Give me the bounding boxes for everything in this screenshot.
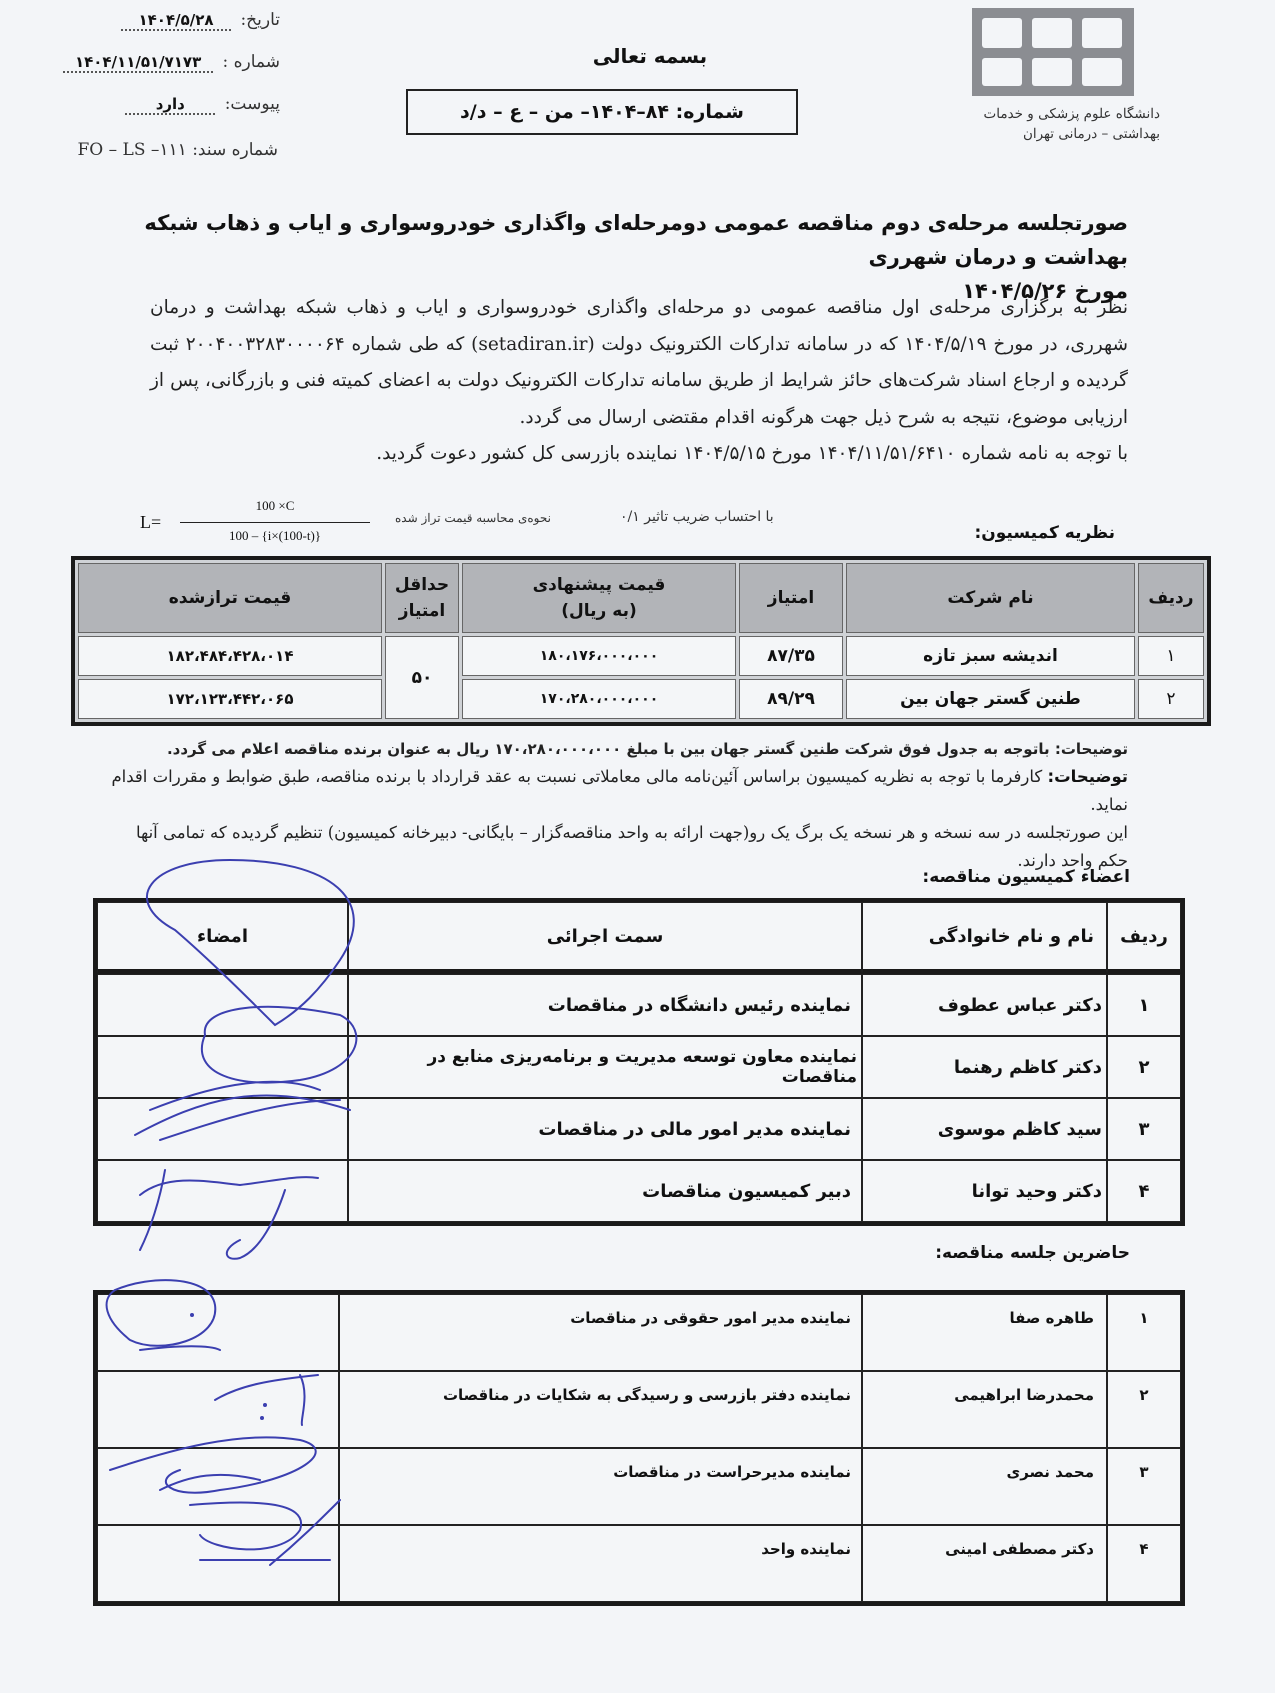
table-row <box>97 1160 1181 1222</box>
col-price-line-1: قیمت پیشنهادی <box>532 575 666 595</box>
leveled-price: ۱۸۲،۴۸۴،۴۲۸،۰۱۴ <box>78 636 382 676</box>
attendees-heading: حاضرین جلسه مناقصه: <box>935 1243 1130 1263</box>
number-label: شماره : <box>222 52 280 72</box>
member-role: نماینده رئیس دانشگاه در مناقصات <box>348 974 862 1036</box>
signature-cell <box>97 1448 339 1525</box>
attendee-role: نماینده مدیر امور حقوقی در مناقصات <box>339 1294 862 1371</box>
table-row <box>97 1448 1181 1525</box>
bids-table <box>71 556 1211 726</box>
attendee-role: نماینده واحد <box>339 1525 862 1602</box>
paragraph-2: با توجه به نامه شماره ۱۴۰۴/۱۱/۵۱/۶۴۱۰ مورخ ۱۴۰۴/۵/۱۵ نماینده بازرسی کل کشور دعوت گردید. <box>376 443 1128 464</box>
attendee-role: نماینده دفتر بازرسی و رسیدگی به شکایات در مناقصات <box>339 1371 862 1448</box>
number-value: ۱۴۰۴/۱۱/۵۱/۷۱۷۳ <box>63 53 213 73</box>
col-price <box>462 563 736 633</box>
note-winner <box>105 735 1128 763</box>
signature-cell <box>97 1160 348 1222</box>
fraction-bar <box>180 522 370 523</box>
note-1-text: باتوجه به جدول فوق شرکت طنین گستر جهان بین با مبلغ ۱۷۰،۲۸۰،۰۰۰،۰۰۰ ریال به عنوان برنده مناقصه اعلام می گردد. <box>166 740 1050 758</box>
member-name: دکتر کاظم رهنما <box>862 1036 1107 1098</box>
col-signature: امضاء <box>97 902 348 974</box>
org-line-1: دانشگاه علوم پزشکی و خدمات <box>983 106 1160 122</box>
formula-lhs: L= <box>140 512 162 532</box>
col-min-score-line-2: امتیاز <box>398 601 446 621</box>
member-name: دکتر وحید توانا <box>862 1160 1107 1222</box>
table-header-row <box>97 902 1181 974</box>
title-line-2: مورخ ۱۴۰۴/۵/۲۶ <box>962 279 1128 303</box>
col-score: امتیاز <box>739 563 843 633</box>
signature-cell <box>97 1525 339 1602</box>
date-field <box>40 10 280 31</box>
col-name: نام و نام خانوادگی <box>862 902 1107 974</box>
date-value: ۱۴۰۴/۵/۲۸ <box>121 11 231 31</box>
commission-opinion-heading: نظریه کمیسیون: <box>974 523 1115 543</box>
offered-price: ۱۸۰،۱۷۶،۰۰۰،۰۰۰ <box>462 636 736 676</box>
offered-price: ۱۷۰،۲۸۰،۰۰۰،۰۰۰ <box>462 679 736 719</box>
signature-cell <box>97 1371 339 1448</box>
attachment-field <box>40 94 280 115</box>
organization-name <box>940 104 1160 144</box>
attachment-label: پیوست: <box>224 94 280 114</box>
member-role: دبیر کمیسیون مناقصات <box>348 1160 862 1222</box>
number-field <box>40 52 280 73</box>
score: ۸۷/۳۵ <box>739 636 843 676</box>
leveled-price: ۱۷۲،۱۲۳،۴۴۲،۰۶۵ <box>78 679 382 719</box>
letter-number-box: شماره: ۸۴–۱۴۰۴– من – ع – د/د <box>406 89 798 135</box>
row-number: ۲ <box>1107 1371 1181 1448</box>
member-role: نماینده معاون توسعه مدیریت و برنامه‌ریزی منابع در مناقصات <box>348 1036 862 1098</box>
col-row: ردیف <box>1107 902 1181 974</box>
min-score: ۵۰ <box>385 636 459 719</box>
bismillah: بسمه تعالی <box>592 44 708 68</box>
leveled-price-formula <box>140 498 380 548</box>
row-number: ۳ <box>1107 1098 1181 1160</box>
col-min-score-line-1: حداقل <box>394 575 450 595</box>
row-number: ۱ <box>1107 974 1181 1036</box>
row-number: ۴ <box>1107 1160 1181 1222</box>
member-name: دکتر عباس عطوف <box>862 974 1107 1036</box>
title-line-1: صورتجلسه مرحله‌ی دوم مناقصه عمومی دومرحله‌ای واگذاری خودروسواری و ایاب و ذهاب شبکه بهداشت و درمان شهرری <box>144 211 1128 269</box>
col-role: سمت اجرائی <box>348 902 862 974</box>
document-number: شماره سند: ۱۱۱– FO – LS <box>77 140 278 160</box>
note-copies: این صورتجلسه در سه نسخه و هر نسخه یک برگ یک رو(جهت ارائه به واحد مناقصه‌گزار – بایگانی- دبیرخانه کمیسیون) تنظیم گردیده که تمامی آنها حکم واحد دارند. <box>135 823 1128 870</box>
row-number: ۲ <box>1138 679 1204 719</box>
member-role: نماینده مدیر امور مالی در مناقصات <box>348 1098 862 1160</box>
date-label: تاریخ: <box>240 10 280 30</box>
table-row <box>97 1371 1181 1448</box>
company-name: طنین گستر جهان بین <box>846 679 1135 719</box>
commission-members-table <box>93 898 1185 1226</box>
formula-caption: نحوه‌ی محاسبه قیمت تراز شده <box>395 511 551 525</box>
signature-cell <box>97 1294 339 1371</box>
university-logo <box>972 8 1134 96</box>
member-name: سید کاظم موسوی <box>862 1098 1107 1160</box>
paragraph-1: نظر به برگزاری مرحله‌ی اول مناقصه عمومی دو مرحله‌ای واگذاری خودروسواری و ایاب و ذهاب شبکه بهداشت و درمان شهرری، در مورخ ۱۴۰۴/۵/۱۹ که در سامانه تدارکات الکترونیک دولت (setadiran.ir) که طی شماره ۲۰۰۴۰۰۳۲۸۳۰۰۰۰۶۴ ثبت گردیده و ارجاع اسناد شرکت‌های حائز شرایط از طریق سامانه تدارکات الکترونیک دولت به اعضای کمیته فنی و بازرگانی، پس از ارزیابی موضوع، نتیجه به شرح ذیل جهت هرگونه اقدام مقتضی ارسال می گردد. <box>150 297 1129 428</box>
row-number: ۳ <box>1107 1448 1181 1525</box>
company-name: اندیشه سبز تازه <box>846 636 1135 676</box>
col-row: ردیف <box>1138 563 1204 633</box>
col-price-line-2: (به ریال) <box>561 601 637 621</box>
note-label: توضیحات: <box>1047 767 1128 786</box>
table-row <box>97 1098 1181 1160</box>
table-row <box>97 974 1181 1036</box>
notes-section <box>105 735 1128 875</box>
signature-cell <box>97 1098 348 1160</box>
attendee-name: دکتر مصطفی امینی <box>862 1525 1107 1602</box>
attendee-name: محمد نصری <box>862 1448 1107 1525</box>
row-number: ۱ <box>1107 1294 1181 1371</box>
formula-numerator: 100 ×C <box>255 498 295 513</box>
attendee-name: طاهره صفا <box>862 1294 1107 1371</box>
table-header-row <box>78 563 1204 633</box>
members-heading: اعضاء کمیسیون مناقصه: <box>922 867 1130 887</box>
note-label: توضیحات: <box>1054 740 1128 758</box>
note-contract <box>105 763 1128 819</box>
col-leveled-price: قیمت ترازشده <box>78 563 382 633</box>
row-number: ۲ <box>1107 1036 1181 1098</box>
row-number: ۴ <box>1107 1525 1181 1602</box>
signature-cell <box>97 974 348 1036</box>
table-row <box>97 1036 1181 1098</box>
coefficient-note: با احتساب ضریب تاثیر ۰/۱ <box>620 509 774 525</box>
table-row <box>78 679 1204 719</box>
org-line-2: بهداشتی – درمانی تهران <box>1022 126 1160 142</box>
body-text <box>150 290 1128 473</box>
table-row <box>97 1294 1181 1371</box>
col-min-score <box>385 563 459 633</box>
attendees-table <box>93 1290 1185 1606</box>
formula-denominator: 100 – {i×(100-t)} <box>228 528 322 543</box>
table-row <box>97 1525 1181 1602</box>
table-row <box>78 636 1204 676</box>
attendee-role: نماینده مدیرحراست در مناقصات <box>339 1448 862 1525</box>
signature-cell <box>97 1036 348 1098</box>
col-company: نام شرکت <box>846 563 1135 633</box>
score: ۸۹/۲۹ <box>739 679 843 719</box>
row-number: ۱ <box>1138 636 1204 676</box>
attendee-name: محمدرضا ابراهیمی <box>862 1371 1107 1448</box>
attachment-value: دارد <box>125 95 215 115</box>
note-2-text: کارفرما با توجه به نظریه کمیسیون براساس آئین‌نامه مالی معاملاتی نسبت به عقد قرارداد با برنده مناقصه، طبق ضوابط و مقررات اقدام نماید. <box>111 767 1128 814</box>
